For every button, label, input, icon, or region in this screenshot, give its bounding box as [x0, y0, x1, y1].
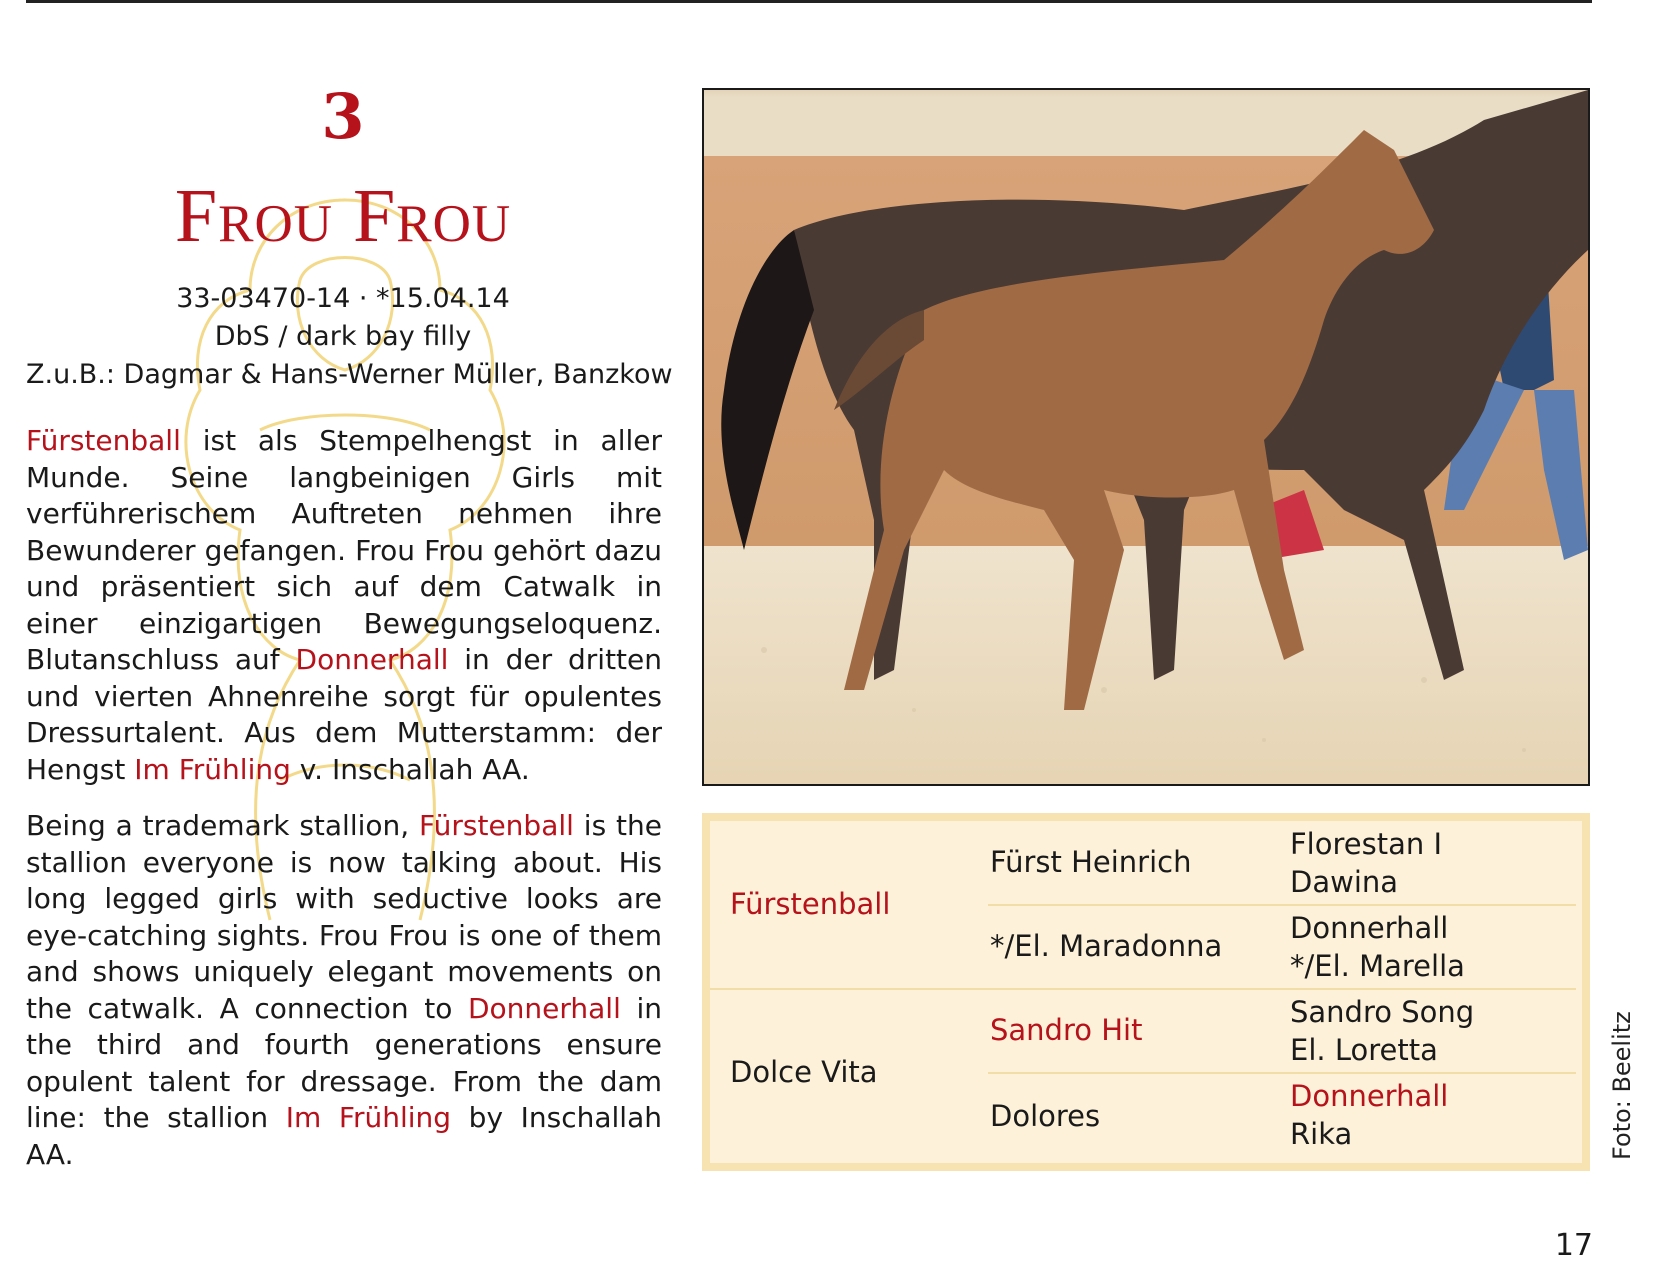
photo-credit: Foto: Beelitz [1608, 1011, 1636, 1160]
page-number: 17 [1554, 1228, 1593, 1263]
divider [710, 988, 1576, 990]
pedigree-table [702, 813, 1590, 1171]
pedigree-sd-dam: */El. Marella [1290, 949, 1465, 983]
pedigree-ds-sire: Sandro Song [1290, 995, 1475, 1029]
divider [988, 904, 1576, 906]
top-rule [26, 0, 1592, 3]
divider [988, 1072, 1576, 1074]
link-fuerstenball: Fürstenball [419, 809, 574, 842]
description-english: Being a trademark stallion, Fürstenball is the stallion everyone is now talking about. His long legged girls with seductive looks are eye-catching sights. Frou Frou is one of them and shows uniquely elegant movements on the catwalk. A connection to Donnerhall in the third and fourth generations ensure opulent talent for dressage. From the dam line: the stallion Im Frühling by Inschallah AA. [26, 809, 662, 1171]
pedigree-sd-sire: Donnerhall [1290, 911, 1449, 945]
link-im-fruehling: Im Frühling [285, 1101, 452, 1134]
pedigree-dd-dam: Rika [1290, 1117, 1353, 1151]
pedigree-sire-sire: Fürst Heinrich [990, 845, 1192, 879]
pedigree-dam-dam: Dolores [990, 1099, 1101, 1133]
link-im-fruehling: Im Frühling [134, 752, 291, 786]
mare-and-foal-illustration [704, 90, 1588, 784]
pedigree-sire: Fürstenball [730, 887, 891, 921]
pedigree-dam: Dolce Vita [730, 1055, 878, 1089]
breeder-line: Z.u.B.: Dagmar & Hans-Werner Müller, Banzkow [26, 359, 673, 390]
link-fuerstenball: Fürstenball [26, 424, 181, 457]
horse-meta [26, 280, 673, 394]
description-german: Fürstenball ist als Stempelhengst in aller Munde. Seine langbeinigen Girls mit verführerischem Auftreten nehmen ihre Bewunderer gefangen. Frou Frou gehört dazu und präsentiert sich auf dem Catwalk in einer einzigartigen Bewegungseloquenz. Blutanschluss auf Donnerhall in der dritten und vierten Ahnenreihe sorgt für opulentes Dressurtalent. Aus dem Mutterstamm: der Hengst Im Frühling v. Inschallah AA. [26, 424, 663, 786]
link-donnerhall: Donnerhall [295, 643, 449, 676]
registration-line: 33-03470-14 · *15.04.14 [176, 283, 510, 314]
pedigree-ds-dam: El. Loretta [1290, 1033, 1438, 1067]
horse-description: DbS / dark bay filly [214, 321, 472, 352]
pedigree-ss-dam: Dawina [1290, 865, 1399, 899]
link-donnerhall: Donnerhall [467, 991, 621, 1025]
pedigree-ss-sire: Florestan I [1290, 827, 1443, 861]
pedigree-sire-dam: */El. Maradonna [990, 929, 1223, 963]
pedigree-dam-sire: Sandro Hit [990, 1013, 1143, 1047]
pedigree-dd-sire: Donnerhall [1290, 1079, 1449, 1113]
horse-name: Frou Frou [174, 174, 512, 258]
horse-photo [702, 88, 1590, 786]
lot-number: 3 [321, 80, 365, 153]
